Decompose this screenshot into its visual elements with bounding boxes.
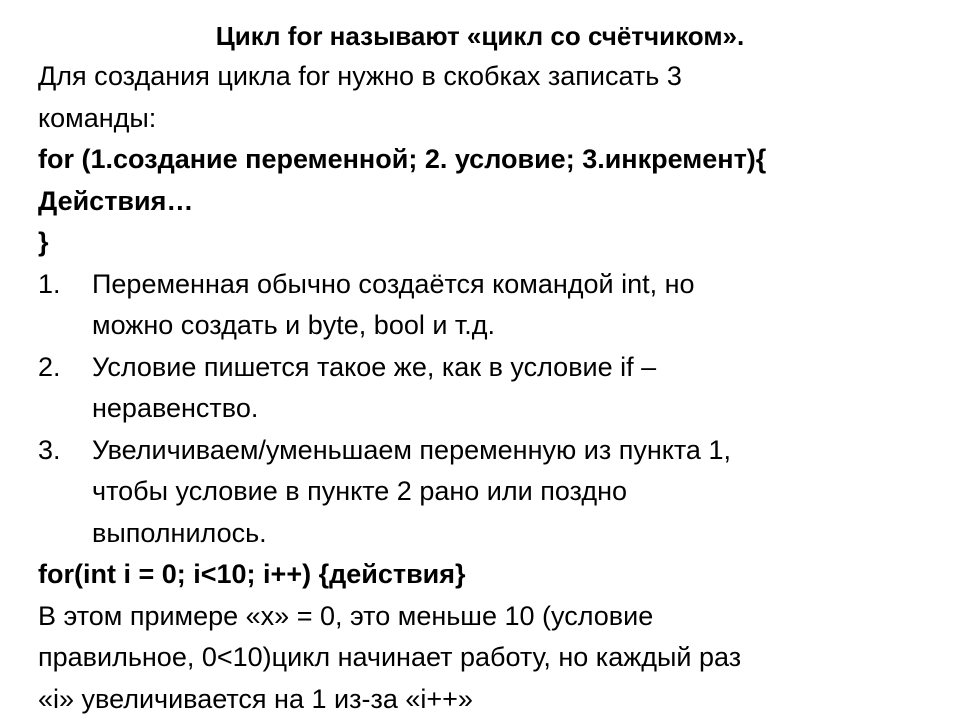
list-item xyxy=(38,347,938,430)
intro-line: команды: xyxy=(38,102,157,133)
syntax-line: } xyxy=(38,227,49,257)
list-item-line: Условие пишется такое же, как в условие if – xyxy=(92,351,657,382)
syntax-line: Действия… xyxy=(38,185,194,216)
example-code: for(int i = 0; i<10; i++) {действия} xyxy=(38,559,466,589)
list-item-line: неравенство. xyxy=(92,393,259,423)
explanation-line: «i» увеличивается на 1 из-за «i++» xyxy=(38,683,473,714)
numbered-list xyxy=(38,264,938,555)
explanation-line: правильное, 0<10)цикл начинает работу, но каждый раз xyxy=(38,642,742,672)
list-item-line: можно создать и byte, bool и т.д. xyxy=(92,310,496,340)
syntax-line: for (1.создание переменной; 2. условие; 3.инкремент){ xyxy=(38,144,767,174)
explanation-line: В этом примере «x» = 0, это меньше 10 (условие xyxy=(38,600,654,631)
list-item-line: чтобы условие в пункте 2 рано или поздно xyxy=(92,476,628,506)
list-item xyxy=(38,264,938,347)
list-item xyxy=(38,430,938,555)
list-item-line: Увеличиваем/уменьшаем переменную из пункта 1, xyxy=(92,434,731,465)
list-item-text xyxy=(92,430,938,555)
slide-content xyxy=(38,56,938,720)
list-item-number: 3. xyxy=(38,434,61,465)
intro-line: Для создания цикла for нужно в скобках записать 3 xyxy=(38,61,682,91)
list-item-text xyxy=(92,347,938,430)
slide-title: Цикл for называют «цикл со счётчиком». xyxy=(215,21,745,51)
list-item-line: выполнилось. xyxy=(92,517,267,548)
list-item-number: 2. xyxy=(38,351,61,382)
list-item-number: 1. xyxy=(38,268,61,299)
list-item-line: Переменная обычно создаётся командой int, но xyxy=(92,268,695,299)
list-item-text xyxy=(92,264,938,347)
